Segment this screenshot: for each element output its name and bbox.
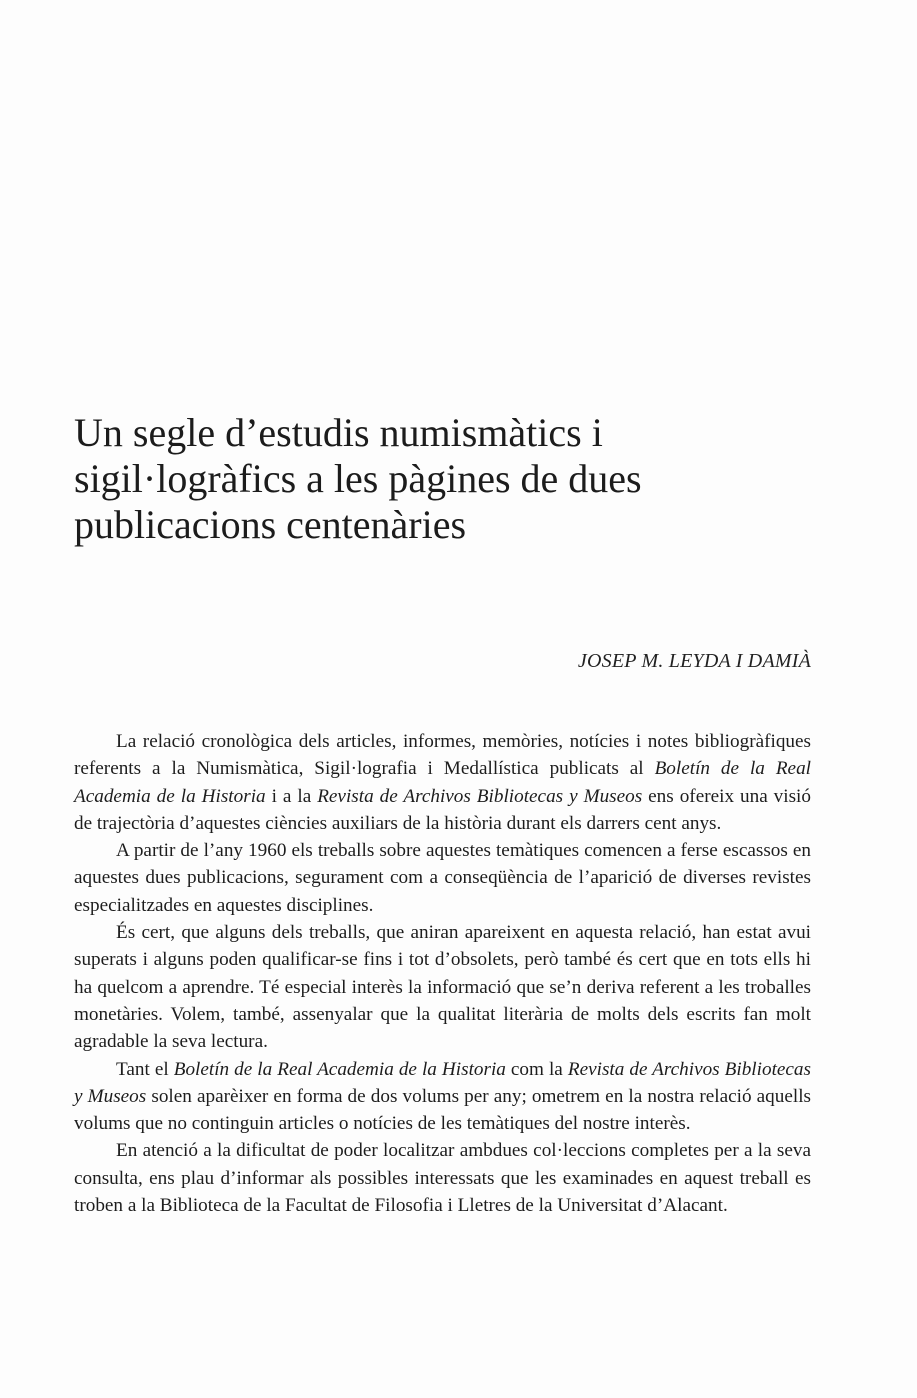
paragraph: És cert, que alguns dels treballs, que aniran apareixent en aquesta relació, han estat avui superats i alguns poden qualificar-se fins i tot d’obsolets, però també és cert que en tots ells hi ha quelcom a aprendre. Té especial interès la informació que se’n deriva referent a les troballes monetàries. Volem, també, assenyalar que la qualitat literària de molts dels escrits fan molt agradable la seva lectura. [74,922,811,1053]
journal-title: Revista de Archivos Bibliotecas y Museos [317,785,643,807]
paragraph: A partir de l’any 1960 els treballs sobre aquestes temàtiques comencen a ferse escassos en aquestes dues publicacions, segurament com a conseqüència de l’aparició de diverses revistes especialitzades en aquestes disciplines. [74,840,811,916]
paragraph [74,1056,811,1138]
title-line: sigil·logràfics a les pàgines de dues [74,456,642,501]
author-name: JOSEP M. LEYDA I DAMIÀ [577,650,811,672]
journal-title: Boletín de la Real Academia de la Historia [173,1058,506,1080]
article-body [74,728,811,1219]
paragraph-text: com la [505,1058,568,1080]
paragraph-text: Tant el [116,1058,174,1080]
paragraph [74,728,811,837]
title-line: publicacions centenàries [74,502,467,547]
paragraph-text: solen aparèixer en forma de dos volums per any; ometrem en la nostra relació aquells volums que no continguin articles o notícies de les temàtiques del nostre interès. [74,1085,811,1135]
journal-title: Revista de Archivos Bibliotecas y Museos [74,1058,811,1107]
paragraph: En atenció a la dificultat de poder localitzar ambdues col·leccions completes per a la seva consulta, ens plau d’informar als possibles interessats que les examinades en aquest treball es troben a la Biblioteca de la Facultat de Filosofia i Lletres de la Universitat d’Alacant. [74,1140,811,1217]
title-line: Un segle d’estudis numismàtics i [74,410,603,455]
journal-title: Boletín de la Real Academia de la Historia [74,758,811,807]
paragraph-text: ens ofereix una visió de trajectòria d’aquestes ciències auxiliars de la història durant els darrers cent anys. [74,785,811,834]
paragraph-text: La relació cronològica dels articles, informes, memòries, notícies i notes bibliogràfiques referents a la Numismàtica, Sigil·lografia i Medallística publicats al [74,731,811,780]
article-title [74,410,834,548]
paragraph-text: i a la [265,785,318,807]
